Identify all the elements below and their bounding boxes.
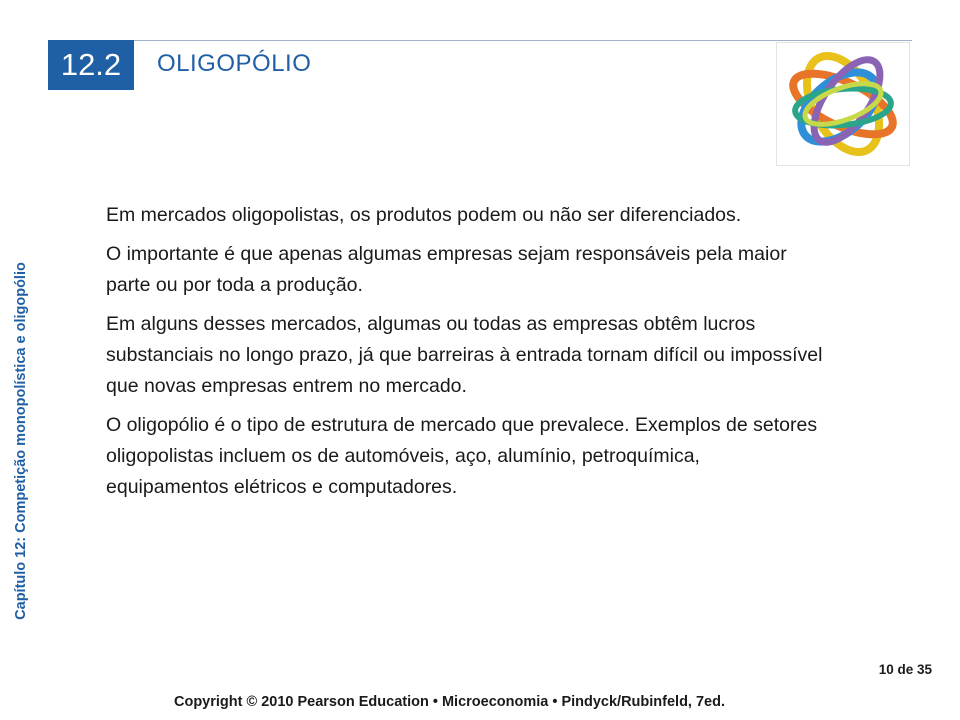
page-number: 10 de 35 (878, 662, 932, 677)
chapter-side-caption: Capítulo 12: Competição monopolística e oligopólio (13, 262, 29, 620)
section-number-badge (48, 40, 134, 90)
body-text (106, 200, 826, 511)
header-rule (48, 40, 912, 41)
paragraph-1: Em mercados oligopolistas, os produtos podem ou não ser diferenciados. (106, 204, 742, 226)
paragraph-4: O oligopólio é o tipo de estrutura de mercado que prevalece. Exemplos de setores oligopolistas incluem os de automóveis, aço, alumínio, petroquímica, equipamentos elétricos e computadores. (106, 414, 818, 498)
paragraph-2: O importante é que apenas algumas empresas sejam responsáveis pela maior parte ou por toda a produção. (106, 243, 787, 296)
section-number: 12.2 (60, 47, 122, 82)
paragraph-3: Em alguns desses mercados, algumas ou todas as empresas obtêm lucros substanciais no longo prazo, já que barreiras à entrada tornam difícil ou impossível que novas empresas entrem no mercado. (106, 313, 823, 397)
interlocked-rings-icon (776, 42, 910, 166)
section-title: OLIGOPÓLIO (157, 50, 312, 77)
copyright-text: Copyright © 2010 Pearson Education • Microeconomia • Pindyck/Rubinfeld, 7ed. (174, 694, 726, 710)
